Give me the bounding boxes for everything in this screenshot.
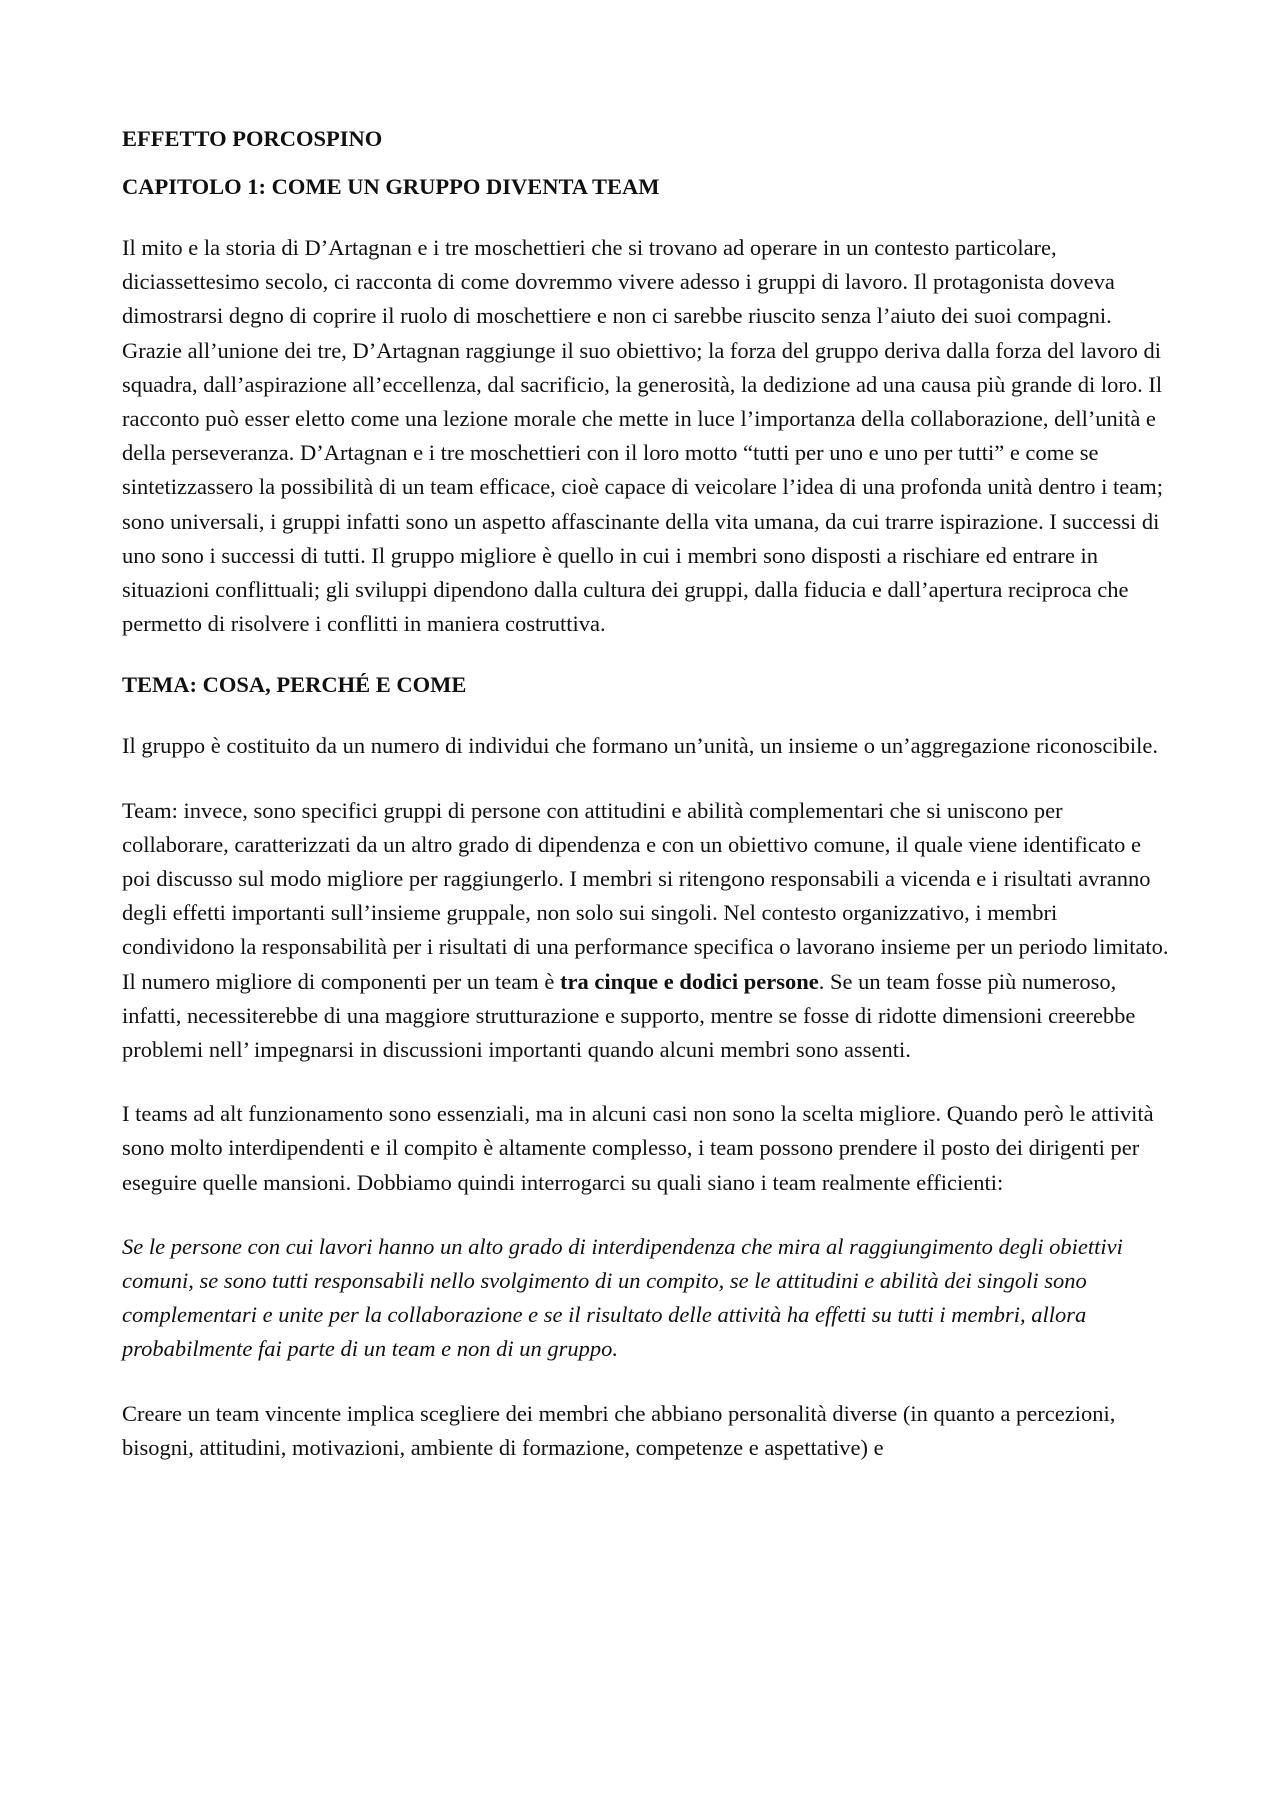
paragraph-musketeers: Il mito e la storia di D’Artagnan e i tre moschettieri che si trovano ad operare in un contesto particolare, diciassettesimo secolo, ci racconta di come dovremmo vivere adesso i gruppi di lavoro. Il protagonista doveva dimostrarsi degno di coprire il ruolo di moschettiere e non ci sarebbe riuscito senza l’aiuto dei suoi compagni. Grazie all’unione dei tre, D’Artagnan raggiunge il suo obiettivo; la forza del gruppo deriva dalla forza del lavoro di squadra, dall’aspirazione all’eccellenza, dal sacrificio, la generosità, la dedizione ad una causa più grande di loro. Il racconto può esser eletto come una lezione morale che mette in luce l’importanza della collaborazione, dell’unità e della perseveranza. D’Artagnan e i tre moschettieri con il loro motto “tutti per uno e uno per tutti” e come se sintetizzassero la possibilità di un team efficace, cioè capace di veicolare l’idea di una profonda unità dentro i team; sono universali, i gruppi infatti sono un aspetto affascinante della vita umana, da cui trarre ispirazione. I successi di uno sono i successi di tutti. Il gruppo migliore è quello in cui i membri sono disposti a rischiare ed entrare in situazioni conflittuali; gli sviluppi dipendono dalla cultura dei gruppi, dalla fiducia e dall’apertura reciproca che permetto di risolvere i conflitti in maniera costruttiva. [122,235,1164,637]
paragraph-winning-team: Creare un team vincente implica scegliere dei membri che abbiano personalità diverse (in quanto a percezioni, bisogni, attitudini, motivazioni, ambiente di formazione, competenze e aspettative) e [122,1400,1116,1460]
paragraph-group-definition: Il gruppo è costituito da un numero di individui che formano un’unità, un insieme o un’aggregazione riconoscibile. [122,733,1158,759]
paragraph-team-definition [122,794,1172,1068]
paragraph-high-performing-teams: I teams ad alt funzionamento sono essenziali, ma in alcuni casi non sono la scelta migliore. Quando però le attività sono molto interdipendenti e il compito è altamente complesso, i team possono prendere il posto dei dirigenti per eseguire quelle mansioni. Dobbiamo quindi interrogarci su quali siano i team realmente efficienti: [122,1101,1154,1195]
paragraph-team-text-end: . Se un team fosse più numeroso, infatti, necessiterebbe di una maggiore strutturazione e supporto, mentre se fosse di ridotte dimensioni creerebbe problemi nell’ impegnarsi in discussioni importanti quando alcuni membri sono assenti. [122,968,1136,1063]
chapter-heading: CAPITOLO 1: COME UN GRUPPO DIVENTA TEAM [122,174,660,199]
document-body [122,122,1172,1465]
section-heading: TEMA: COSA, PERCHÉ E COME [122,672,467,698]
paragraph-italic-quote: Se le persone con cui lavori hanno un alto grado di interdipendenza che mira al raggiungimento degli obiettivi comuni, se sono tutti responsabili nello svolgimento di un compito, se le attitudini e abilità dei singoli sono complementari e unite per la collaborazione e se il risultato delle attività ha effetti su tutti i membri, allora probabilmente fai parte di un team e non di un gruppo. [122,1233,1123,1362]
paragraph-team-text-start: Team: invece, sono specifici gruppi di persone con attitudini e abilità complementari che si uniscono per collaborare, caratterizzati da un altro grado di dipendenza e con un obiettivo comune, il quale viene identificato e poi discusso sul modo migliore per raggiungerlo. I membri si ritengono responsabili a vicenda e i risultati avranno degli effetti importanti sull’insieme gruppale, non solo sui singoli. Nel contesto organizzativo, i membri condividono la responsabilità per i risultati di una performance specifica o lavorano insieme per un periodo limitato. Il numero migliore di componenti per un team è [122,797,1169,994]
team-size-highlight: tra cinque e dodici persone [560,968,819,994]
document-title: EFFETTO PORCOSPINO [122,126,383,151]
